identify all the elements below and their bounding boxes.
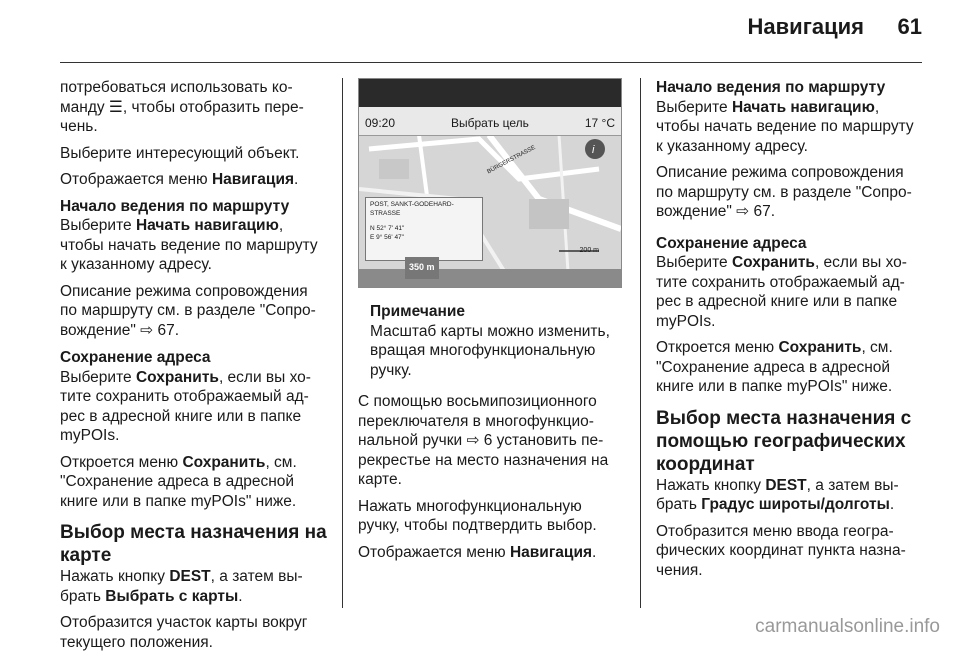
section-select-on-map — [60, 521, 330, 652]
column-3 — [656, 78, 926, 588]
section-select-by-coordinates — [656, 407, 926, 581]
section-heading: Выбор места назначения на карте — [60, 522, 327, 566]
section-title: Начало ведения по маршруту — [60, 197, 290, 215]
paragraph: Нажать кнопку DEST, а затем вы- брать Градус широты/долготы. — [656, 476, 899, 513]
section-heading: Выбор места назначения с помощью географических координат — [656, 407, 912, 475]
paragraph: Описание режима сопровождения по маршруту см. в разделе "Сопро- вождение" ⇨ 67. — [656, 164, 912, 220]
svg-text:i: i — [592, 144, 595, 156]
page-header-title: Навигация — [747, 14, 864, 39]
paragraph: Выберите Сохранить, если вы хо- тите сохранить отображаемый ад- рес в адресной книге или в папке myPOIs. — [60, 368, 311, 444]
section-start-guidance — [60, 197, 330, 341]
paragraph: Описание режима сопровождения по маршруту см. в разделе "Сопро- вождение" ⇨ 67. — [60, 282, 316, 339]
section-title: Сохранение адреса — [656, 234, 807, 252]
paragraph: Отобразится меню ввода геогра- фических координат пункта назна- чения. — [656, 522, 906, 579]
paragraph: Выберите Начать навигацию, чтобы начать ведение по маршруту к указанному адресу. — [656, 98, 914, 155]
column-divider-2 — [640, 78, 641, 608]
paragraph: Нажать кнопку DEST, а затем вы- брать Выбрать с карты. — [60, 568, 303, 605]
paragraph: Выберите интересующий объект. — [60, 144, 300, 162]
paragraph: потребоваться использовать ко- манду ☰, чтобы отобразить пере- чень. — [60, 79, 304, 135]
paragraph: Откроется меню Сохранить, см. "Сохранение адреса в адресной книге или в папке myPOIs" ниже. — [60, 453, 297, 510]
paragraph: Откроется меню Сохранить, см. "Сохранение адреса в адресной книге или в папке myPOIs" ниже. — [656, 339, 893, 395]
map-scale-label: 200 m — [579, 247, 599, 254]
paragraph: Нажать многофункциональную ручку, чтобы подтвердить выбор. — [358, 497, 597, 534]
section-title: Начало ведения по маршруту — [656, 79, 886, 96]
distance-label: 350 m — [405, 257, 439, 279]
road-label: BÜRGERSTRASSE — [486, 144, 537, 176]
page-number: 61 — [897, 14, 922, 39]
column-2 — [358, 78, 628, 569]
watermark-footer: carmanualsonline.info — [755, 616, 940, 637]
paragraph: Выберите Начать навигацию, чтобы начать ведение по маршруту к указанному адресу. — [60, 217, 318, 273]
section-title: Сохранение адреса — [60, 349, 211, 366]
paragraph: Отобразится участок карты вокруг текущего положения. — [60, 614, 308, 651]
header-divider — [60, 62, 922, 63]
note-text: Масштаб карты можно изменить, вращая многофункциональную ручку. — [370, 322, 610, 379]
location-popup: POST, SANKT-GODEHARD-STRASSE N 52° 7' 41" E 9° 56' 47" — [365, 197, 483, 261]
section-save-address — [60, 348, 330, 511]
note-box — [370, 302, 628, 380]
paragraph: Отображается меню Навигация. — [358, 543, 597, 561]
navigation-map-screenshot — [358, 78, 622, 288]
paragraph: Выберите Сохранить, если вы хо- тите сохранить отображаемый ад- рес в адресной книге или в папке myPOIs. — [656, 254, 907, 330]
map-status-bar — [359, 107, 621, 136]
column-divider-1 — [342, 78, 343, 608]
clock-label: 09:20 — [365, 116, 396, 130]
temperature-label: 17 °C — [584, 116, 615, 130]
paragraph: С помощью восьмипозиционного переключателя в многофункцио- нальной ручки ⇨ 6 установить пе- рекрестье на место назначения на карте. — [358, 393, 609, 488]
section-start-guidance — [656, 78, 926, 222]
column-1 — [60, 78, 330, 660]
note-title: Примечание — [370, 303, 465, 320]
paragraph: Отображается меню Навигация. — [60, 171, 299, 188]
map-screen-title: Выбрать цель — [451, 116, 529, 130]
section-save-address — [656, 234, 926, 397]
